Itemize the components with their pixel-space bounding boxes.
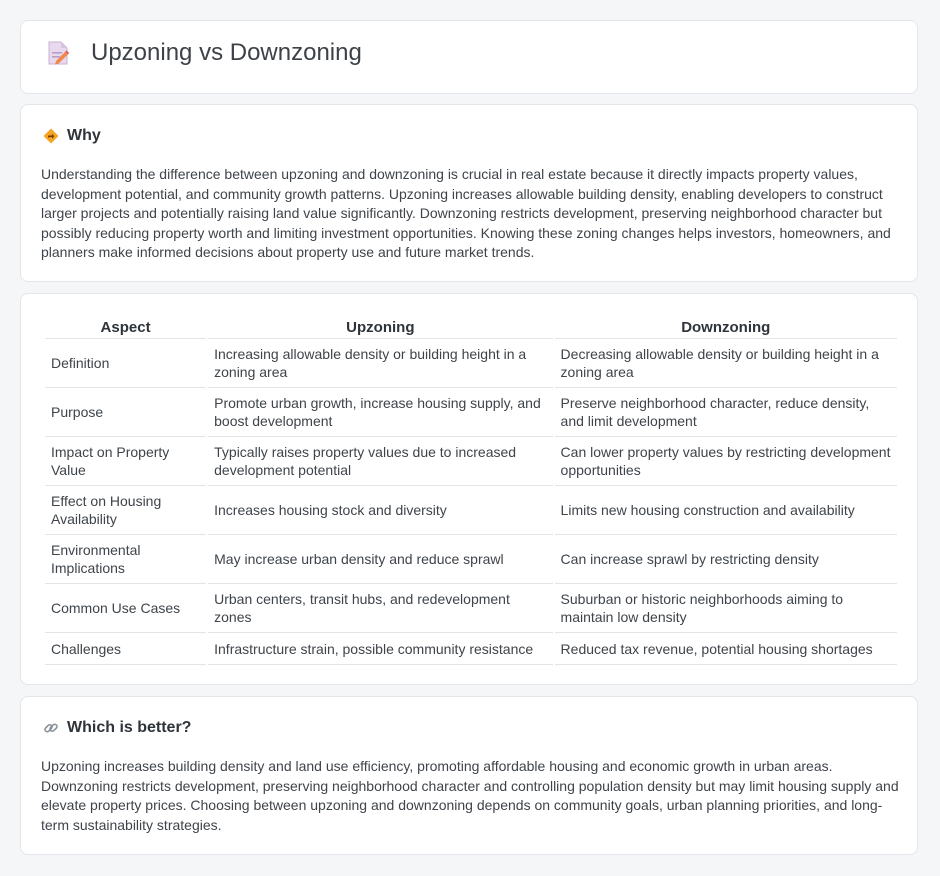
upzoning-cell: May increase urban density and reduce sprawl — [208, 535, 552, 584]
downzoning-cell: Suburban or historic neighborhoods aiming to maintain low density — [555, 584, 897, 633]
table-row — [45, 633, 897, 665]
comparison-card — [20, 293, 918, 685]
why-card — [20, 104, 918, 282]
downzoning-cell: Can lower property values by restricting development opportunities — [555, 437, 897, 486]
document-pencil-icon — [45, 39, 71, 67]
why-title: Why — [67, 127, 101, 144]
upzoning-cell: Urban centers, transit hubs, and redevelopment zones — [208, 584, 552, 633]
better-text: Upzoning increases building density and land use efficiency, promoting affordable housing and economic growth in urban areas. Downzoning restricts development, preserving neighborhood character and controlling population density but may limit housing supply and elevate property prices. Choosing between upzoning and downzoning depends on community goals, urban planning priorities, and long-term sustainability strategies. — [41, 758, 899, 833]
page-title: Upzoning vs Downzoning — [91, 39, 362, 66]
table-row — [45, 486, 897, 535]
downzoning-cell: Preserve neighborhood character, reduce density, and limit development — [555, 388, 897, 437]
header-upzoning: Upzoning — [208, 316, 552, 339]
comparison-table — [43, 316, 899, 665]
aspect-cell: Purpose — [45, 388, 206, 437]
diamond-signpost-icon — [43, 128, 59, 144]
downzoning-cell: Can increase sprawl by restricting density — [555, 535, 897, 584]
why-text: Understanding the difference between upzoning and downzoning is crucial in real estate because it directly impacts property values, development potential, and community growth patterns. Upzoning increases allowable building density, enabling developers to construct larger projects and potentially raising land value significantly. Downzoning restricts development, preserving neighborhood character but possibly reducing property worth and limiting investment opportunities. Knowing these zoning changes helps investors, homeowners, and planners make informed decisions about property use and future market trends. — [41, 166, 891, 261]
upzoning-cell: Increasing allowable density or building height in a zoning area — [208, 339, 552, 388]
table-row — [45, 535, 897, 584]
header-aspect: Aspect — [45, 316, 206, 339]
table-row — [45, 437, 897, 486]
upzoning-cell: Infrastructure strain, possible community resistance — [208, 633, 552, 665]
aspect-cell: Environmental Implications — [45, 535, 206, 584]
downzoning-cell: Limits new housing construction and availability — [555, 486, 897, 535]
aspect-cell: Challenges — [45, 633, 206, 665]
header-downzoning: Downzoning — [555, 316, 897, 339]
why-heading — [43, 127, 101, 145]
upzoning-cell: Promote urban growth, increase housing supply, and boost development — [208, 388, 552, 437]
table-row — [45, 339, 897, 388]
aspect-cell: Definition — [45, 339, 206, 388]
table-row — [45, 388, 897, 437]
aspect-cell: Common Use Cases — [45, 584, 206, 633]
aspect-cell: Impact on Property Value — [45, 437, 206, 486]
better-title: Which is better? — [67, 719, 192, 736]
better-heading — [43, 719, 191, 737]
header-card — [20, 20, 918, 94]
downzoning-cell: Decreasing allowable density or building height in a zoning area — [555, 339, 897, 388]
link-icon — [43, 720, 59, 736]
better-card — [20, 696, 918, 855]
downzoning-cell: Reduced tax revenue, potential housing shortages — [555, 633, 897, 665]
aspect-cell: Effect on Housing Availability — [45, 486, 206, 535]
upzoning-cell: Increases housing stock and diversity — [208, 486, 552, 535]
table-row — [45, 584, 897, 633]
header — [45, 39, 362, 67]
table-header-row — [45, 316, 897, 339]
upzoning-cell: Typically raises property values due to increased development potential — [208, 437, 552, 486]
